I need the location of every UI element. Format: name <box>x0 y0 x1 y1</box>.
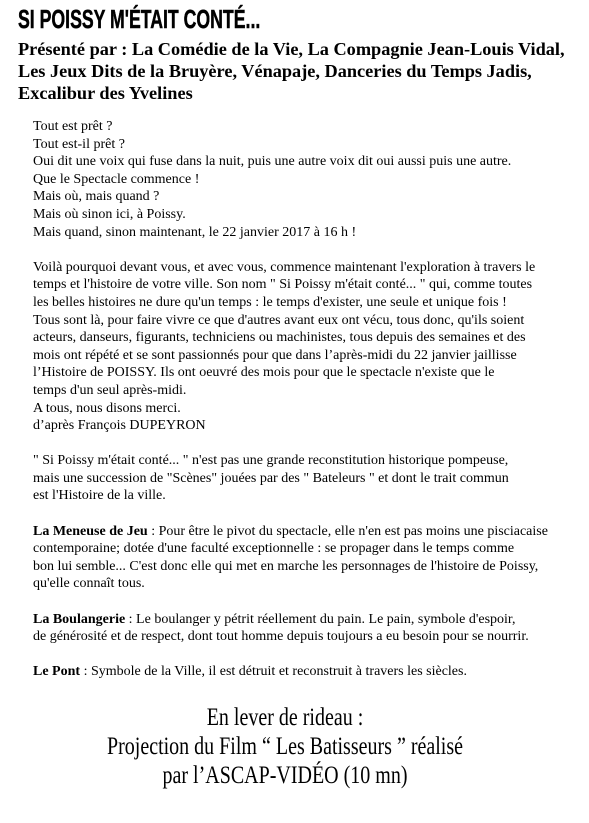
description-line: mais une succession de "Scènes" jouées par des " Bateleurs " et dont le trait commun <box>33 470 509 486</box>
intro-line: Mais où sinon ici, à Poissy. <box>33 206 186 222</box>
presenters-line: Excalibur des Yvelines <box>18 83 193 103</box>
presenters-block <box>18 38 565 104</box>
scene-label: La Boulangerie <box>33 611 126 627</box>
body-text <box>33 118 548 699</box>
intro-line: Mais quand, sinon maintenant, le 22 janvier 2017 à 16 h ! <box>33 224 357 240</box>
intro-paragraph <box>33 118 548 241</box>
film-credit-line: par l’ASCAP-VIDÉO (10 mn) <box>162 762 408 789</box>
message-line: acteurs, danseurs, figurants, techniciens ou machinistes, tous depuis des semaines et des <box>33 330 526 346</box>
curtain-raiser <box>0 703 570 790</box>
scene-line: contemporaine; dotée d'une faculté exceptionnelle : se propager dans le temps comme <box>33 541 515 557</box>
description-line: " Si Poissy m'était conté... " n'est pas une grande reconstitution historique pompeuse, <box>33 453 509 469</box>
presenters-line: Les Jeux Dits de la Bruyère, Vénapaje, Danceries du Temps Jadis, <box>18 61 532 81</box>
scene-label: Le Pont <box>33 664 81 680</box>
message-line: les belles histoires ne dure qu'un temps : le temps d'exister, une seule et unique fois ! <box>33 294 507 310</box>
message-paragraph <box>33 259 548 435</box>
message-line: mois ont répété et se sont passionnés pour que dans l’après-midi du 22 janvier jaillisse <box>33 347 517 363</box>
scene-text: : Le boulanger y pétrit réellement du pain. Le pain, symbole d'espoir, <box>128 611 516 627</box>
scene-pont <box>33 663 548 681</box>
scene-text: : Pour être le pivot du spectacle, elle n'en est pas moins une pisciacaise <box>151 523 548 539</box>
description-line: est l'Histoire de la ville. <box>33 488 166 504</box>
scene-label: La Meneuse de Jeu <box>33 523 148 539</box>
intro-line: Tout est prêt ? <box>33 119 113 134</box>
scene-meneuse-de-jeu <box>33 523 548 593</box>
message-line: Voilà pourquoi devant vous, et avec vous, commence maintenant l'exploration à travers le <box>33 259 536 275</box>
message-line: temps et l'histoire de votre ville. Son nom " Si Poissy m'était conté... " qui, comme toutes <box>33 277 533 293</box>
message-signature: d’après François DUPEYRON <box>33 418 206 434</box>
scene-line: qu'elle connaît tous. <box>33 576 145 592</box>
intro-line: Oui dit une voix qui fuse dans la nuit, puis une autre voix dit oui aussi puis une autre. <box>33 154 512 170</box>
scene-line <box>33 523 548 541</box>
presenters-line: Présenté par : La Comédie de la Vie, La Compagnie Jean-Louis Vidal, <box>18 39 565 59</box>
film-projection-line: Projection du Film “ Les Batisseurs ” réalisé <box>106 733 464 760</box>
scene-line: bon lui semble... C'est donc elle qui met en marche les personnages de l'histoire de Poissy, <box>33 558 539 574</box>
intro-line: Que le Spectacle commence ! <box>33 171 200 187</box>
scene-boulangerie <box>33 611 548 646</box>
curtain-raiser-heading: En lever de rideau : <box>206 704 364 731</box>
message-line: Tous sont là, pour faire vivre ce que d'autres avant eux ont vécu, tous donc, qu'ils soient <box>33 312 525 328</box>
description-paragraph <box>33 452 548 505</box>
scene-line <box>33 663 548 681</box>
scene-line: de générosité et de respect, dont tout homme depuis toujours a eu besoin pour se nourrir. <box>33 629 529 645</box>
message-line: l’Histoire de POISSY. Ils ont oeuvré des mois pour que le spectacle n'existe que le <box>33 365 495 381</box>
page-title: SI POISSY M'ÉTAIT CONTÉ... <box>18 4 261 34</box>
intro-line: Tout est-il prêt ? <box>33 136 125 152</box>
message-closing: A tous, nous disons merci. <box>33 400 181 416</box>
message-line: temps d'un seul après-midi. <box>33 382 187 398</box>
intro-line: Mais où, mais quand ? <box>33 189 160 205</box>
scene-line <box>33 611 548 629</box>
scene-text: : Symbole de la Ville, il est détruit et reconstruit à travers les siècles. <box>83 664 467 680</box>
